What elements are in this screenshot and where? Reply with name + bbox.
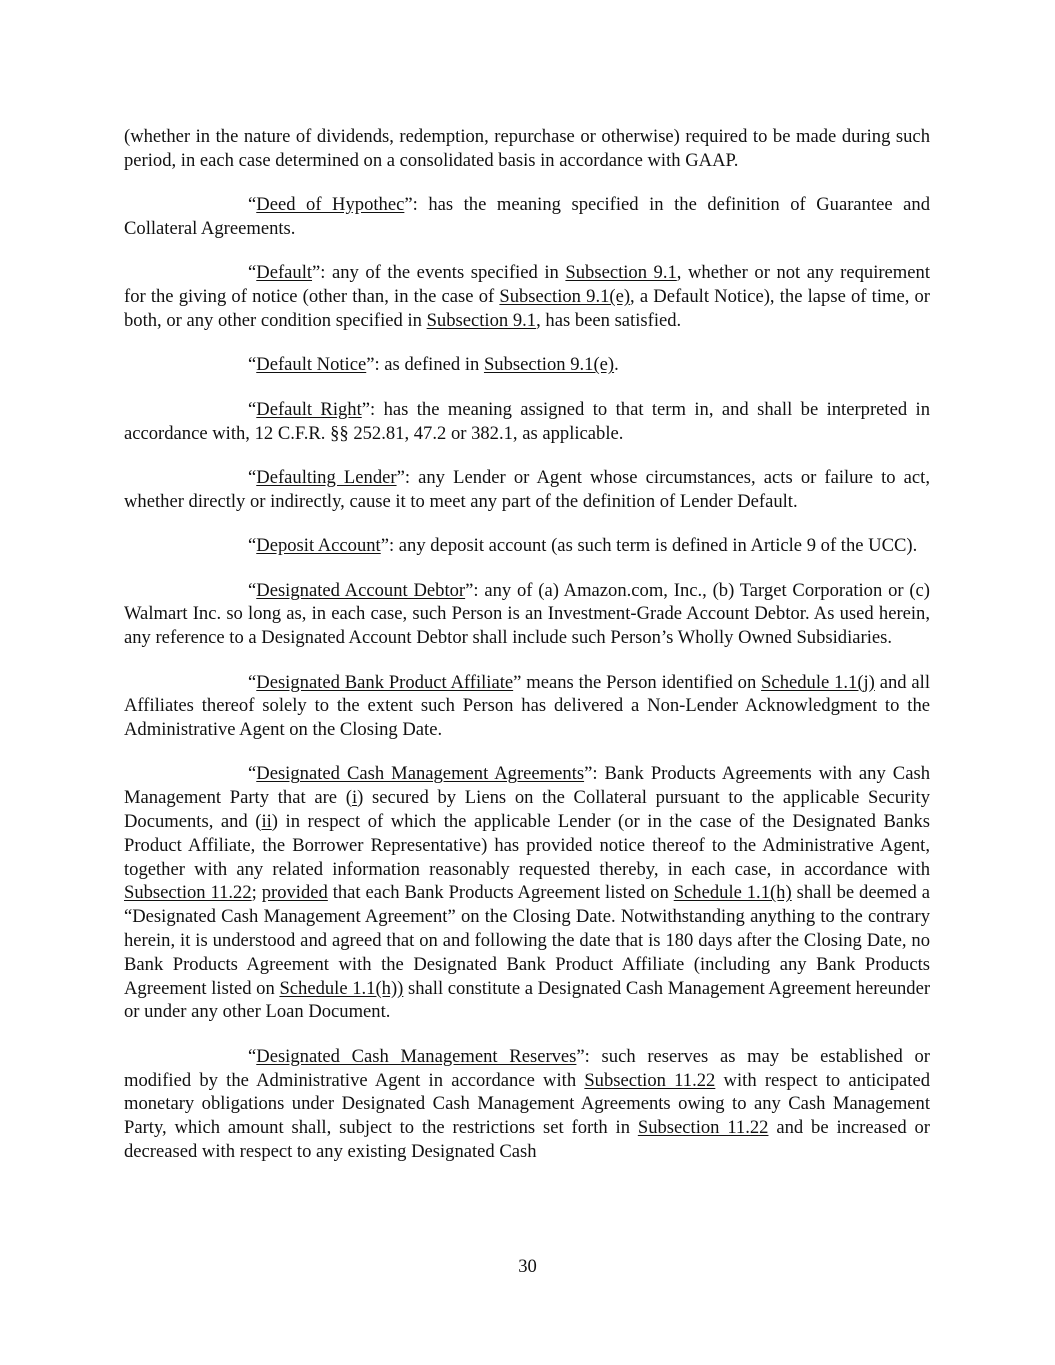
cross-reference: Schedule 1.1(h) <box>673 882 792 904</box>
definition-deposit-account: “Deposit Account”: any deposit account (as such term is defined in Article 9 of the UCC). <box>248 535 918 557</box>
clause-marker: ii <box>261 811 272 833</box>
definition-designated-bank-product-affiliate: “Designated Bank Product Affiliate” means the Person identified on Schedule 1.1(j) and all Affiliates thereof solely to the extent such Person has delivered a Non-Lender Acknowledgment to the Administrative Agent on the Closing Date. <box>124 671 930 741</box>
defined-term: Designated Cash Management Agreements <box>256 763 585 785</box>
defined-term: Deposit Account <box>256 535 381 557</box>
document-page <box>124 125 930 1184</box>
cross-reference: Schedule 1.1(j) <box>761 671 875 693</box>
definition-default-right: “Default Right”: has the meaning assigned to that term in, and shall be interpreted in accordance with, 12 C.F.R. §§ 252.81, 47.2 or 382.1, as applicable. <box>124 398 930 444</box>
definition-deed-of-hypothec: “Deed of Hypothec”: has the meaning specified in the definition of Guarantee and Collateral Agreements. <box>124 194 930 239</box>
defined-term: Designated Bank Product Affiliate <box>256 671 514 693</box>
definition-designated-account-debtor: “Designated Account Debtor”: any of (a) Amazon.com, Inc., (b) Target Corporation or (c) Walmart Inc. so long as, in each case, such Person is an Investment-Grade Account Debtor. As used herein, any reference to a Designated Account Debtor shall include such Person’s Wholly Owned Subsidiaries. <box>124 579 930 649</box>
defined-term: Defaulting Lender <box>256 466 397 488</box>
cross-reference: Schedule 1.1(h)) <box>279 977 404 999</box>
cross-reference: Subsection 9.1(e) <box>499 286 631 308</box>
cross-reference: Subsection 9.1 <box>565 262 677 284</box>
proviso-word: provided <box>261 882 328 904</box>
page-number: 30 <box>518 1256 537 1277</box>
intro-paragraph: (whether in the nature of dividends, redemption, repurchase or otherwise) required to be made during such period, in each case determined on a consolidated basis in accordance with GAAP. <box>124 126 930 171</box>
clause-marker: i <box>351 787 358 809</box>
definition-designated-cash-management-reserves: “Designated Cash Management Reserves”: such reserves as may be established or modified by the Administrative Agent in accordance with Subsection 11.22 with respect to anticipated monetary obligations under Designated Cash Management Agreements owing to any Cash Management Party, which amount shall, subject to the restrictions set forth in Subsection 11.22 and be increased or decreased with respect to any existing Designated Cash <box>124 1045 930 1163</box>
cross-reference: Subsection 11.22 <box>124 882 252 904</box>
defined-term: Designated Account Debtor <box>256 579 466 601</box>
defined-term: Default Right <box>256 398 362 420</box>
definition-default: “Default”: any of the events specified in Subsection 9.1, whether or not any requirement for the giving of notice (other than, in the case of Subsection 9.1(e), a Default Notice), the lapse of time, or both, or any other condition specified in Subsection 9.1, has been satisfied. <box>124 262 931 331</box>
cross-reference: Subsection 11.22 <box>637 1117 769 1139</box>
defined-term: Deed of Hypothec <box>256 194 405 216</box>
cross-reference: Subsection 9.1 <box>426 309 537 331</box>
defined-term: Designated Cash Management Reserves <box>256 1045 577 1067</box>
cross-reference: Subsection 9.1(e) <box>483 354 615 376</box>
definition-designated-cash-management-agreements: “Designated Cash Management Agreements”: Bank Products Agreements with any Cash Management Party that are (i) secured by Liens on the Collateral pursuant to the applicable Security Documents, and (ii) in respect of which the applicable Lender (or in the case of the Designated Banks Product Affiliate, the Borrower Representative) has provided notice thereof to the Administrative Agent, together with any related information reasonably requested thereby, in each case, in accordance with Subsection 11.22; provided that each Bank Products Agreement listed on Schedule 1.1(h) shall be deemed a “Designated Cash Management Agreement” on the Closing Date. Notwithstanding anything to the contrary herein, it is understood and agreed that on and following the date that is 180 days after the Closing Date, no Bank Products Agreement with the Designated Bank Product Affiliate (including any Bank Products Agreement listed on Schedule 1.1(h)) shall constitute a Designated Cash Management Agreement hereunder or under any other Loan Document. <box>124 763 931 1023</box>
defined-term: Default Notice <box>256 354 367 376</box>
definition-default-notice: “Default Notice”: as defined in Subsection 9.1(e). <box>248 354 619 376</box>
defined-term: Default <box>256 262 313 284</box>
cross-reference: Subsection 11.22 <box>584 1069 716 1091</box>
definition-defaulting-lender: “Defaulting Lender”: any Lender or Agent whose circumstances, acts or failure to act, whether directly or indirectly, cause it to meet any part of the definition of Lender Default. <box>124 466 930 512</box>
